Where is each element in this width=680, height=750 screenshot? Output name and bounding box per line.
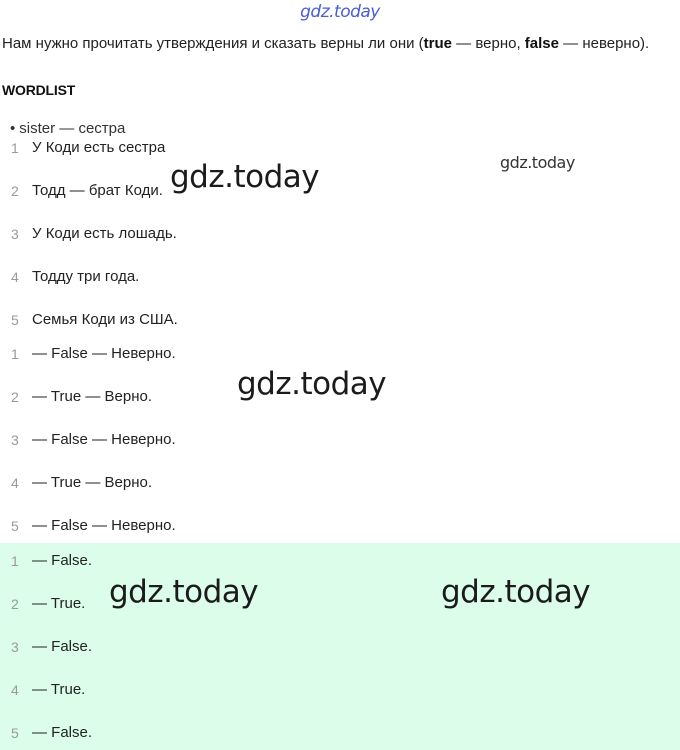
answer-text: — False — Неверно. (32, 431, 176, 448)
answer-row (0, 721, 680, 745)
watermark: gdz.today (109, 574, 259, 610)
answer-text: — True. (32, 595, 86, 612)
answer-number: 1 (11, 346, 19, 362)
watermark: gdz.today (237, 366, 387, 402)
answer-text: — False. (32, 552, 93, 569)
answer-number: 2 (11, 596, 19, 612)
answer-number: 5 (11, 725, 19, 741)
statement-text: Семья Коди из США. (32, 311, 178, 328)
statement-number: 1 (11, 140, 19, 156)
answer-row (0, 678, 680, 702)
answer-number: 4 (11, 682, 19, 698)
answer-text: — False. (32, 638, 93, 655)
statement-text: У Коди есть сестра (32, 139, 166, 156)
watermark: gdz.today (500, 153, 575, 172)
wordlist-item (10, 120, 125, 137)
intro-text-end: — неверно). (558, 35, 650, 52)
bullet-icon: • (10, 120, 16, 137)
answer-number: 5 (11, 518, 19, 534)
statement-row (0, 179, 680, 203)
statement-text: У Коди есть лошадь. (32, 225, 177, 242)
intro-true-word: true (423, 35, 452, 52)
statement-number: 2 (11, 183, 19, 199)
statement-number: 5 (11, 312, 19, 328)
intro-false-word: false (524, 35, 559, 52)
answer-row (0, 635, 680, 659)
watermark-top: gdz.today (300, 2, 380, 22)
answer-row (0, 342, 680, 366)
statement-number: 4 (11, 269, 19, 285)
task-instructions (2, 30, 672, 57)
watermark: gdz.today (441, 574, 591, 610)
statement-text: Тодду три года. (32, 268, 140, 285)
answer-row (0, 549, 680, 573)
statement-row (0, 308, 680, 332)
answer-text: — False — Неверно. (32, 517, 176, 534)
wordlist-item-text: sister — сестра (19, 120, 126, 137)
statement-text: Тодд — брат Коди. (32, 182, 163, 199)
answer-text: — True. (32, 681, 86, 698)
answer-number: 2 (11, 389, 19, 405)
answer-text: — False — Неверно. (32, 345, 176, 362)
answer-number: 3 (11, 639, 19, 655)
wordlist-heading: WORDLIST (2, 82, 76, 98)
wordlist-preview (0, 118, 680, 137)
statement-number: 3 (11, 226, 19, 242)
intro-text-middle: — верно, (452, 35, 525, 52)
answer-row (0, 471, 680, 495)
answer-text: — True — Верно. (32, 474, 152, 491)
answer-text: — True — Верно. (32, 388, 152, 405)
intro-text-start: Нам нужно прочитать утверждения и сказать верны ли они ( (2, 35, 424, 52)
answer-number: 1 (11, 553, 19, 569)
answer-number: 4 (11, 475, 19, 491)
statement-row (0, 265, 680, 289)
statement-row (0, 136, 680, 160)
watermark: gdz.today (170, 159, 320, 195)
statement-row (0, 222, 680, 246)
answer-row (0, 428, 680, 452)
answer-number: 3 (11, 432, 19, 448)
answer-row (0, 514, 680, 538)
answer-text: — False. (32, 724, 93, 741)
